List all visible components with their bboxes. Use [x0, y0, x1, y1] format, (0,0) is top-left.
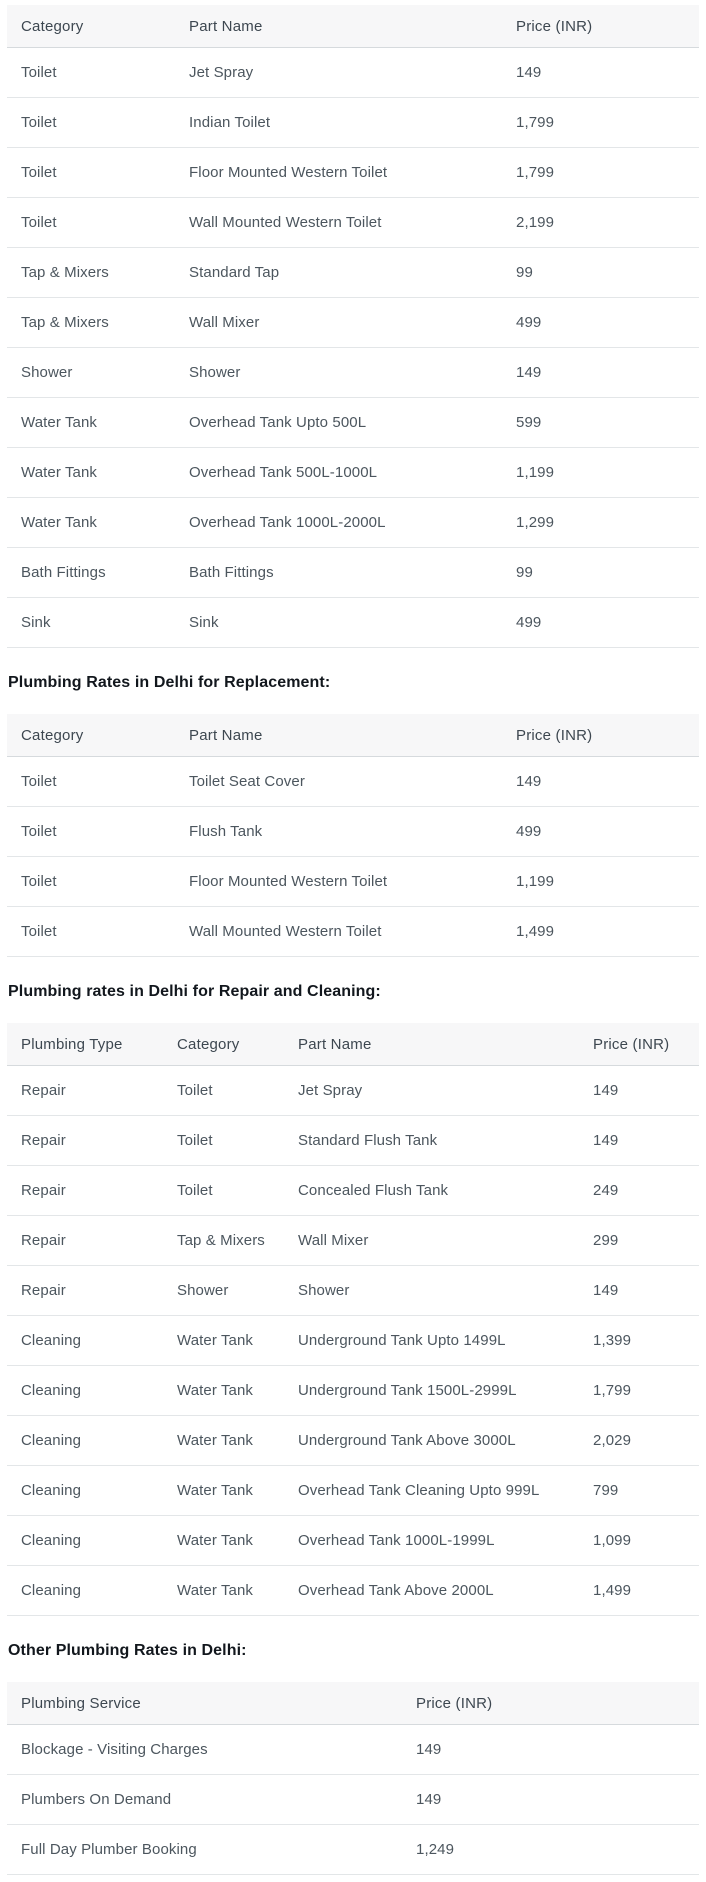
header-row	[7, 1023, 699, 1066]
table-row	[7, 1566, 699, 1616]
table-cell: Floor Mounted Western Toilet	[175, 148, 502, 198]
table-cell: Wall Mounted Western Toilet	[175, 198, 502, 248]
table-row	[7, 1416, 699, 1466]
table-cell: Toilet	[163, 1066, 284, 1116]
table-cell: Water Tank	[163, 1566, 284, 1616]
table-cell: Shower	[163, 1266, 284, 1316]
table-cell: 499	[502, 598, 699, 648]
table-cell: 149	[502, 48, 699, 98]
table-cell: Repair	[7, 1266, 163, 1316]
section-heading: Other Plumbing Rates in Delhi:	[8, 1642, 247, 1659]
table-cell: Sink	[7, 598, 175, 648]
table-cell: Water Tank	[7, 398, 175, 448]
table-row	[7, 1466, 699, 1516]
table-row	[7, 148, 699, 198]
table-cell: Overhead Tank Upto 500L	[175, 398, 502, 448]
table-cell: Overhead Tank 1000L-1999L	[284, 1516, 579, 1566]
table-cell: 2,199	[502, 198, 699, 248]
table-row	[7, 248, 699, 298]
table-cell: Underground Tank Above 3000L	[284, 1416, 579, 1466]
table-cell: 499	[502, 298, 699, 348]
table-row	[7, 48, 699, 98]
table-cell: Standard Tap	[175, 248, 502, 298]
column-header: Part Name	[284, 1023, 579, 1066]
table-cell: Floor Mounted Western Toilet	[175, 857, 502, 907]
table-cell: Toilet	[7, 98, 175, 148]
table-row	[7, 198, 699, 248]
table-cell: Repair	[7, 1116, 163, 1166]
table-cell: Overhead Tank Cleaning Upto 999L	[284, 1466, 579, 1516]
table-cell: 249	[579, 1166, 699, 1216]
table-cell: Toilet	[7, 757, 175, 807]
column-header: Price (INR)	[502, 714, 699, 757]
table-cell: Jet Spray	[175, 48, 502, 98]
table-cell: Water Tank	[163, 1316, 284, 1366]
table-row	[7, 1825, 699, 1875]
table-cell: Flush Tank	[175, 807, 502, 857]
table-cell: Toilet	[7, 807, 175, 857]
table-cell: 99	[502, 248, 699, 298]
column-header: Part Name	[175, 5, 502, 48]
table-cell: 299	[579, 1216, 699, 1266]
column-header: Category	[7, 714, 175, 757]
header-row	[7, 1682, 699, 1725]
table-row	[7, 1516, 699, 1566]
table-cell: Wall Mounted Western Toilet	[175, 907, 502, 957]
table-cell: Water Tank	[163, 1516, 284, 1566]
table-cell: 1,799	[579, 1366, 699, 1416]
table-row	[7, 1316, 699, 1366]
table-row	[7, 1266, 699, 1316]
table-cell: Overhead Tank Above 2000L	[284, 1566, 579, 1616]
table-row	[7, 1775, 699, 1825]
column-header: Plumbing Type	[7, 1023, 163, 1066]
table-cell: Repair	[7, 1216, 163, 1266]
column-header: Price (INR)	[502, 5, 699, 48]
table-cell: Bath Fittings	[175, 548, 502, 598]
table-row	[7, 548, 699, 598]
table-cell: 1,299	[502, 498, 699, 548]
table-cell: Underground Tank 1500L-2999L	[284, 1366, 579, 1416]
table-row	[7, 448, 699, 498]
pricing-table	[7, 1023, 699, 1616]
table-cell: 1,799	[502, 98, 699, 148]
table-row	[7, 1166, 699, 1216]
table-cell: Repair	[7, 1166, 163, 1216]
table-cell: Toilet	[7, 857, 175, 907]
table-cell: Tap & Mixers	[7, 248, 175, 298]
table-cell: Plumbers On Demand	[7, 1775, 402, 1825]
table-cell: Toilet	[7, 198, 175, 248]
table-cell: Water Tank	[163, 1466, 284, 1516]
section-heading: Plumbing Rates in Delhi for Replacement:	[8, 674, 331, 691]
pricing-table	[7, 714, 699, 957]
table-cell: Overhead Tank 1000L-2000L	[175, 498, 502, 548]
column-header: Category	[163, 1023, 284, 1066]
table-cell: Standard Flush Tank	[284, 1116, 579, 1166]
table-cell: Cleaning	[7, 1366, 163, 1416]
table-cell: 1,249	[402, 1825, 699, 1875]
table-cell: 1,799	[502, 148, 699, 198]
section-repair-cleaning-rates	[7, 981, 699, 1616]
table-cell: Tap & Mixers	[7, 298, 175, 348]
table-cell: Shower	[284, 1266, 579, 1316]
table-cell: Toilet Seat Cover	[175, 757, 502, 807]
column-header: Plumbing Service	[7, 1682, 402, 1725]
table-cell: Water Tank	[163, 1416, 284, 1466]
table-row	[7, 1116, 699, 1166]
section-replacement-rates	[7, 672, 699, 957]
table-row	[7, 907, 699, 957]
table-cell: 149	[402, 1725, 699, 1775]
table-cell: Toilet	[7, 148, 175, 198]
column-header: Category	[7, 5, 175, 48]
table-row	[7, 498, 699, 548]
table-cell: Blockage - Visiting Charges	[7, 1725, 402, 1775]
header-row	[7, 714, 699, 757]
table-cell: Underground Tank Upto 1499L	[284, 1316, 579, 1366]
table-row	[7, 1366, 699, 1416]
table-cell: 799	[579, 1466, 699, 1516]
table-row	[7, 857, 699, 907]
table-cell: Toilet	[163, 1166, 284, 1216]
table-cell: Water Tank	[163, 1366, 284, 1416]
table-cell: Shower	[175, 348, 502, 398]
section-heading: Plumbing rates in Delhi for Repair and Cleaning:	[8, 983, 381, 1000]
table-row	[7, 298, 699, 348]
table-row	[7, 1725, 699, 1775]
table-row	[7, 598, 699, 648]
table-cell: Wall Mixer	[175, 298, 502, 348]
table-cell: 149	[579, 1116, 699, 1166]
table-cell: 1,399	[579, 1316, 699, 1366]
column-header: Price (INR)	[402, 1682, 699, 1725]
pricing-table	[7, 5, 699, 648]
table-cell: Sink	[175, 598, 502, 648]
column-header: Price (INR)	[579, 1023, 699, 1066]
table-cell: 149	[502, 348, 699, 398]
table-cell: 2,029	[579, 1416, 699, 1466]
plumbing-rates-page	[7, 5, 699, 1875]
table-cell: Shower	[7, 348, 175, 398]
table-cell: Bath Fittings	[7, 548, 175, 598]
table-cell: Overhead Tank 500L-1000L	[175, 448, 502, 498]
table-cell: Water Tank	[7, 498, 175, 548]
table-cell: Indian Toilet	[175, 98, 502, 148]
table-cell: 149	[502, 757, 699, 807]
table-cell: 499	[502, 807, 699, 857]
table-cell: Cleaning	[7, 1316, 163, 1366]
table-cell: Repair	[7, 1066, 163, 1116]
section-installation-rates	[7, 5, 699, 648]
table-cell: 149	[579, 1066, 699, 1116]
table-cell: Concealed Flush Tank	[284, 1166, 579, 1216]
section-other-rates	[7, 1640, 699, 1875]
table-cell: Toilet	[163, 1116, 284, 1166]
table-cell: Toilet	[7, 48, 175, 98]
column-header: Part Name	[175, 714, 502, 757]
table-cell: 1,199	[502, 857, 699, 907]
table-cell: Jet Spray	[284, 1066, 579, 1116]
pricing-table	[7, 1682, 699, 1875]
table-cell: 1,199	[502, 448, 699, 498]
table-cell: 1,099	[579, 1516, 699, 1566]
table-cell: 149	[402, 1775, 699, 1825]
table-cell: 149	[579, 1266, 699, 1316]
table-cell: Cleaning	[7, 1516, 163, 1566]
table-cell: 99	[502, 548, 699, 598]
table-row	[7, 348, 699, 398]
table-cell: Full Day Plumber Booking	[7, 1825, 402, 1875]
table-cell: Wall Mixer	[284, 1216, 579, 1266]
table-row	[7, 1216, 699, 1266]
table-cell: Tap & Mixers	[163, 1216, 284, 1266]
table-row	[7, 807, 699, 857]
table-cell: Toilet	[7, 907, 175, 957]
table-cell: 1,499	[579, 1566, 699, 1616]
table-cell: Water Tank	[7, 448, 175, 498]
table-row	[7, 1066, 699, 1116]
table-row	[7, 757, 699, 807]
table-row	[7, 98, 699, 148]
table-cell: 1,499	[502, 907, 699, 957]
header-row	[7, 5, 699, 48]
table-cell: Cleaning	[7, 1466, 163, 1516]
table-cell: 599	[502, 398, 699, 448]
table-row	[7, 398, 699, 448]
table-cell: Cleaning	[7, 1566, 163, 1616]
table-cell: Cleaning	[7, 1416, 163, 1466]
